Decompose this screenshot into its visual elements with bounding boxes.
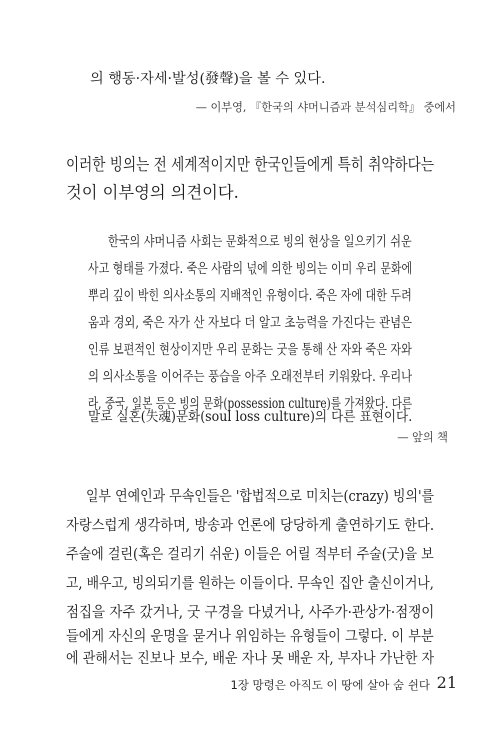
quote-line: 한국의 샤머니즘 사회는 문화적으로 빙의 현상을 일으키기 쉬운	[108, 234, 412, 250]
quote-line: 인류 보편적인 현상이지만 우리 문화는 굿을 통해 산 자와 죽은 자와	[88, 342, 412, 358]
quote-line: 라, 중국, 일본 등은 빙의 문화(possession culture)를 가져왔다. 다른	[88, 396, 413, 412]
paragraph-line: 자랑스럽게 생각하며, 방송과 언론에 당당하게 출연하기도 한다.	[66, 518, 435, 534]
quote-line: 뿌리 깊이 박힌 의사소통의 지배적인 유형이다. 죽은 자에 대한 두려	[88, 288, 412, 304]
paragraph-line: 고, 배우고, 빙의되기를 원하는 이들이다. 무속인 집안 출신이거나,	[66, 576, 434, 592]
paragraph-line: 일부 연예인과 무속인들은 '합법적으로 미치는(crazy) 빙의'를	[86, 489, 435, 505]
quote-block-citation: — 앞의 책	[397, 431, 448, 444]
paragraph-line: 것이 이부영의 의견이다.	[66, 183, 239, 202]
quote-line: 사고 형태를 가졌다. 죽은 사람의 넋에 의한 빙의는 이미 우리 문화에	[88, 261, 413, 277]
quote-tail-line: 의 행동·자세·발성(發聲)을 볼 수 있다.	[90, 71, 326, 87]
quote-line: 의 의사소통을 이어주는 풍습을 아주 오래전부터 키워왔다. 우리나	[88, 369, 413, 385]
paragraph-line: 이러한 빙의는 전 세계적이지만 한국인들에게 특히 취약하다는	[66, 155, 435, 174]
quote-citation: — 이부영, 『한국의 샤머니즘과 분석심리학』 중에서	[195, 101, 456, 114]
quote-line: 말로 실혼(失魂)문화(soul loss culture)의 다른 표현이다.	[88, 409, 413, 425]
quote-line: 움과 경외, 죽은 자가 산 자보다 더 알고 초능력을 가진다는 관념은	[88, 315, 412, 331]
running-footer-chapter-title: 1장 망령은 아직도 이 땅에 살아 숨 쉰다	[230, 678, 430, 692]
paragraph-line: 에 관해서는 진보나 보수, 배운 자나 못 배운 자, 부자나 가난한 자	[66, 651, 435, 667]
paragraph-line: 점집을 자주 갔거나, 굿 구경을 다녔거나, 사주가·관상가·점쟁이	[66, 605, 435, 621]
page-number: 21	[436, 673, 457, 692]
paragraph-line: 주술에 걸린(혹은 걸리기 쉬운) 이들은 어릴 적부터 주술(굿)을 보	[66, 547, 434, 563]
paragraph-line: 들에게 자신의 운명을 묻거나 위임하는 유형들이 그렇다. 이 부분	[66, 629, 434, 645]
